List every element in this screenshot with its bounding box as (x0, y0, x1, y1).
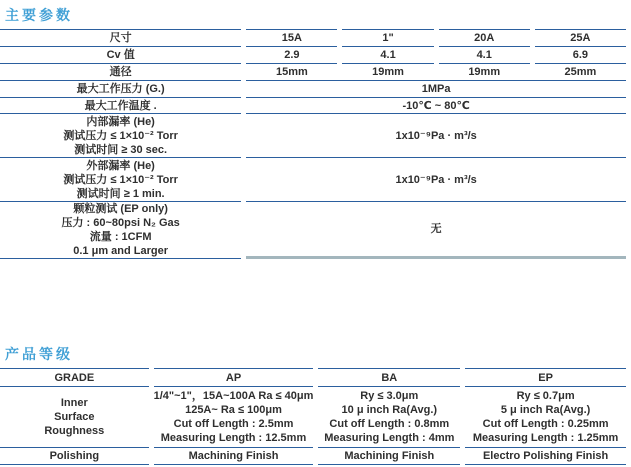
main-parameters-section (0, 2, 631, 259)
ap-measuring-length: Measuring Length : 12.5mm (160, 432, 307, 444)
param-bore-value-1: 15mm (246, 63, 337, 80)
grade-header-ap: AP (154, 368, 314, 386)
main-parameters-table (0, 29, 631, 259)
main-parameters-title: 主要参数 (5, 7, 73, 23)
grade-row-polishing (0, 447, 626, 465)
param-row-pressure (0, 80, 626, 97)
inner-roughness-ap (154, 386, 314, 447)
param-bore-label: 通径 (0, 63, 241, 80)
polishing-ep: Electro Polishing Finish (465, 447, 626, 465)
internal-leak-test-pressure: 测试压力 ≤ 1×10⁻² Torr (63, 129, 178, 142)
ba-roughness-line1: Ry ≤ 3.0μm (360, 390, 419, 402)
param-pressure-label: 最大工作压力 (G.) (0, 80, 241, 97)
param-temperature-label: 最大工作温度 . (0, 97, 241, 113)
ba-cutoff-length: Cut off Length : 0.8mm (329, 418, 450, 430)
grade-header-ba: BA (318, 368, 460, 386)
ep-roughness-line1: Ry ≤ 0.7μm (516, 390, 575, 402)
particle-test-title: 颗粒测试 (EP only) (73, 203, 168, 215)
param-cv-value-2: 4.1 (342, 46, 433, 63)
particle-test-size: 0.1 μm and Larger (73, 245, 169, 257)
ep-measuring-length: Measuring Length : 1.25mm (472, 432, 619, 444)
external-leak-title: 外部漏率 (He) (86, 159, 155, 172)
param-row-internal-leak (0, 113, 626, 157)
inner-roughness-label-line2: Surface (54, 411, 95, 423)
param-cv-label: Cv 值 (0, 46, 241, 63)
param-particle-label (0, 201, 241, 259)
polishing-ba: Machining Finish (318, 447, 460, 465)
ap-roughness-line2: 125A~ Ra ≤ 100μm (185, 404, 282, 416)
param-cv-value-1: 2.9 (246, 46, 337, 63)
inner-roughness-ba (318, 386, 460, 447)
param-row-bore (0, 63, 626, 80)
param-external-leak-label (0, 157, 241, 201)
particle-test-flow: 流量 : 1CFM (89, 231, 152, 243)
param-row-external-leak (0, 157, 626, 201)
product-grade-title: 产品等级 (5, 346, 73, 362)
particle-test-pressure: 压力 : 60~80psi N₂ Gas (61, 217, 180, 229)
ap-cutoff-length: Cut off Length : 2.5mm (173, 418, 294, 430)
param-row-particle (0, 201, 626, 259)
polishing-ap: Machining Finish (154, 447, 314, 465)
param-size-value-1in: 1" (342, 29, 433, 46)
param-internal-leak-label (0, 113, 241, 157)
param-internal-leak-value: 1x10⁻⁹Pa · m³/s (246, 113, 626, 157)
param-pressure-value: 1MPa (246, 80, 626, 97)
internal-leak-test-time: 测试时间 ≥ 30 sec. (74, 143, 168, 156)
param-particle-value: 无 (246, 201, 626, 259)
inner-roughness-label-line1: Inner (60, 397, 88, 409)
param-size-label: 尺寸 (0, 29, 241, 46)
ep-roughness-line2: 5 μ inch Ra(Avg.) (500, 404, 591, 416)
external-leak-test-time: 测试时间 ≥ 1 min. (76, 187, 165, 200)
param-size-value-20a: 20A (439, 29, 530, 46)
inner-roughness-ep (465, 386, 626, 447)
ap-roughness-line1: 1/4"~1"，15A~100A Ra ≤ 40μm (153, 390, 314, 402)
param-cv-value-4: 6.9 (535, 46, 626, 63)
param-row-temperature (0, 97, 626, 113)
grade-header-row (0, 368, 626, 386)
grade-header-grade: GRADE (0, 368, 149, 386)
polishing-label: Polishing (0, 447, 149, 465)
product-grade-table (0, 368, 631, 465)
param-size-value-25a: 25A (535, 29, 626, 46)
external-leak-test-pressure: 测试压力 ≤ 1×10⁻² Torr (63, 173, 178, 186)
inner-roughness-label (0, 386, 149, 447)
product-grade-section (0, 341, 631, 465)
inner-roughness-label-line3: Roughness (44, 425, 105, 437)
param-row-cv (0, 46, 626, 63)
param-bore-value-4: 25mm (535, 63, 626, 80)
ep-cutoff-length: Cut off Length : 0.25mm (482, 418, 609, 430)
internal-leak-title: 内部漏率 (He) (86, 115, 155, 128)
param-row-size (0, 29, 626, 46)
param-external-leak-value: 1x10⁻⁹Pa · m³/s (246, 157, 626, 201)
param-cv-value-3: 4.1 (439, 46, 530, 63)
ba-roughness-line2: 10 μ inch Ra(Avg.) (341, 404, 438, 416)
ba-measuring-length: Measuring Length : 4mm (324, 432, 455, 444)
grade-row-inner-roughness (0, 386, 626, 447)
grade-header-ep: EP (465, 368, 626, 386)
param-size-value-15a: 15A (246, 29, 337, 46)
param-temperature-value: -10℃ ~ 80℃ (246, 97, 626, 113)
param-bore-value-2: 19mm (342, 63, 433, 80)
param-bore-value-3: 19mm (439, 63, 530, 80)
